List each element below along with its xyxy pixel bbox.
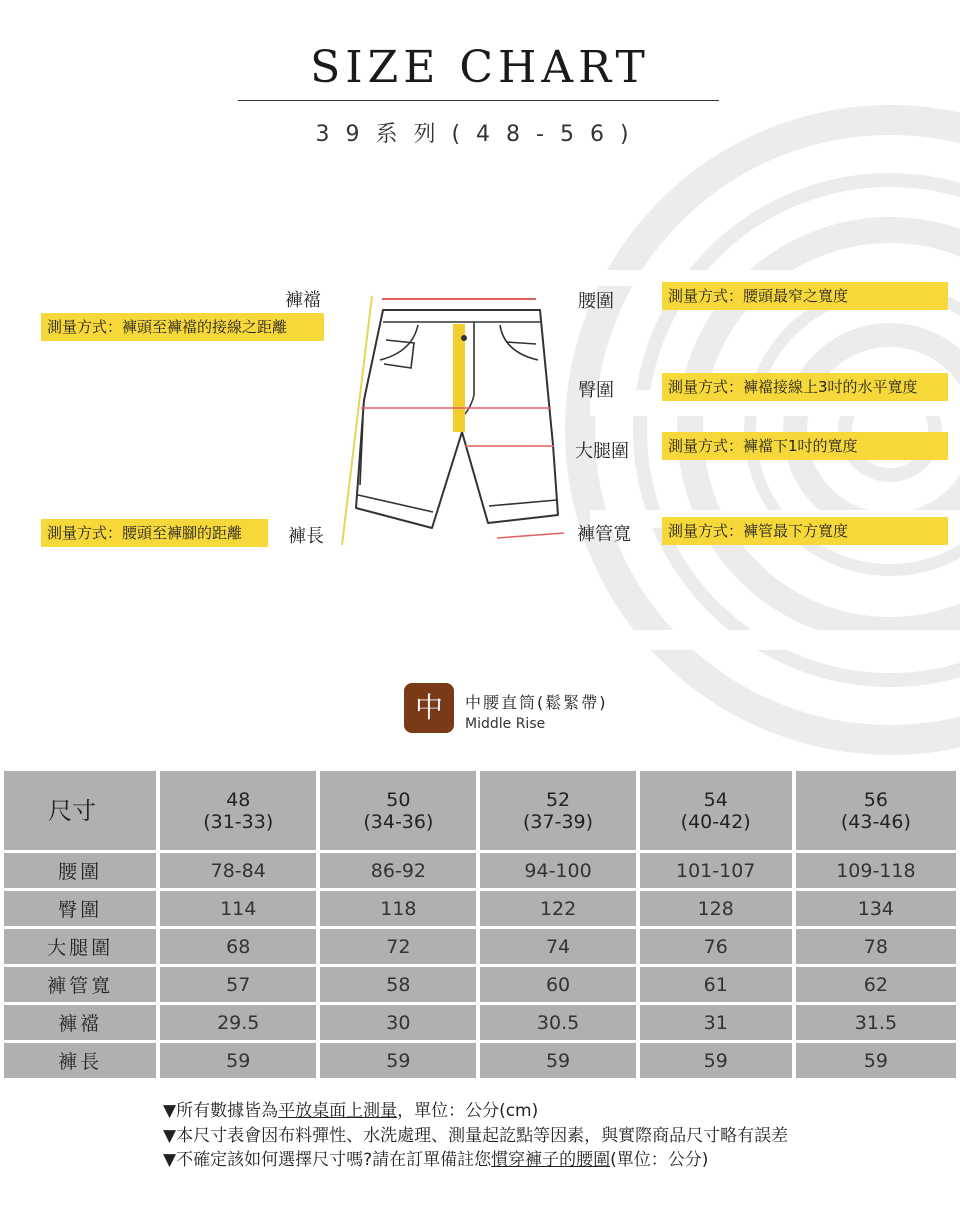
shorts-illustration	[330, 285, 570, 555]
size-range: (34-36)	[363, 810, 434, 833]
table-cell: 76	[640, 929, 792, 964]
table-cell: 68	[160, 929, 316, 964]
table-cell: 114	[160, 891, 316, 926]
table-cell: 60	[480, 967, 635, 1002]
table-cell: 30	[320, 1005, 476, 1040]
table-cell: 59	[640, 1043, 792, 1078]
size-range: (40-42)	[680, 810, 751, 833]
page-title: SIZE CHART	[310, 42, 650, 93]
table-cell: 122	[480, 891, 635, 926]
note-text: ▼不確定該如何選擇尺寸嗎?請在訂單備註您	[163, 1150, 492, 1170]
table-cell: 128	[640, 891, 792, 926]
note-emphasis: 平放桌面上測量	[278, 1101, 398, 1121]
row-label: 腰圍	[4, 853, 156, 888]
size-range: (31-33)	[203, 810, 274, 833]
table-cell: 31	[640, 1005, 792, 1040]
header-size-54	[640, 771, 792, 850]
length-method-box: 測量方式：腰頭至褲腳的距離	[41, 519, 268, 547]
table-cell: 59	[796, 1043, 956, 1078]
header-corner: 尺寸	[4, 771, 156, 850]
table-cell: 59	[480, 1043, 635, 1078]
size-number: 56	[863, 788, 888, 811]
row-label: 大腿圍	[4, 929, 156, 964]
hip-method-box: 測量方式：褲襠接線上3吋的水平寬度	[662, 373, 948, 401]
table-cell: 59	[160, 1043, 316, 1078]
table-cell: 86-92	[320, 853, 476, 888]
table-cell: 101-107	[640, 853, 792, 888]
header-size-50	[320, 771, 476, 850]
hem-method-box: 測量方式：褲管最下方寬度	[662, 517, 948, 545]
rise-name-zh: 中腰直筒(鬆緊帶)	[465, 693, 608, 712]
table-cell: 109-118	[796, 853, 956, 888]
table-cell: 72	[320, 929, 476, 964]
rise-name-en: Middle Rise	[465, 716, 546, 732]
row-label: 褲管寬	[4, 967, 156, 1002]
thigh-label: 大腿圍	[575, 441, 629, 462]
table-row-hip	[4, 891, 956, 926]
row-label: 褲長	[4, 1043, 156, 1078]
waist-label: 腰圍	[578, 291, 614, 312]
rise-badge: 中	[404, 683, 454, 733]
row-label: 褲襠	[4, 1005, 156, 1040]
size-number: 50	[386, 788, 411, 811]
hip-label: 臀圍	[578, 380, 614, 401]
crotch-method-box: 測量方式：褲頭至褲襠的接線之距離	[41, 313, 324, 341]
size-table	[0, 768, 960, 1081]
table-row-waist	[4, 853, 956, 888]
note-variance: ▼本尺寸表會因布料彈性、水洗處理、測量起訖點等因素，與實際商品尺寸略有誤差	[163, 1126, 789, 1146]
note-emphasis: 慣穿褲子的腰圍	[491, 1150, 611, 1170]
length-label: 褲長	[288, 526, 324, 547]
table-cell: 30.5	[480, 1005, 635, 1040]
table-row-crotch	[4, 1005, 956, 1040]
note-text: ，單位：公分(cm)	[397, 1101, 539, 1121]
table-cell: 61	[640, 967, 792, 1002]
note-text: ▼所有數據皆為	[163, 1101, 279, 1121]
thigh-method-box: 測量方式：褲襠下1吋的寬度	[662, 432, 948, 460]
table-cell: 94-100	[480, 853, 635, 888]
table-cell: 31.5	[796, 1005, 956, 1040]
waist-method-box: 測量方式：腰頭最窄之寬度	[662, 282, 948, 310]
table-header-row	[4, 771, 956, 850]
size-range: (37-39)	[523, 810, 594, 833]
table-cell: 78	[796, 929, 956, 964]
table-row-hem	[4, 967, 956, 1002]
hem-label: 褲管寬	[577, 524, 631, 545]
table-cell: 78-84	[160, 853, 316, 888]
table-cell: 134	[796, 891, 956, 926]
series-subtitle: 39系列(48-56)	[315, 122, 645, 147]
table-cell: 57	[160, 967, 316, 1002]
table-cell: 62	[796, 967, 956, 1002]
header-size-52	[480, 771, 635, 850]
header-size-56	[796, 771, 956, 850]
table-cell: 29.5	[160, 1005, 316, 1040]
table-cell: 58	[320, 967, 476, 1002]
size-number: 54	[703, 788, 728, 811]
size-number: 52	[545, 788, 571, 811]
row-label: 臀圍	[4, 891, 156, 926]
crotch-label: 褲襠	[285, 290, 321, 311]
note-order-remark	[163, 1145, 708, 1170]
button-icon	[461, 335, 467, 341]
ornament-watermark	[560, 90, 960, 770]
note-measurement	[163, 1096, 538, 1121]
table-row-length	[4, 1043, 956, 1078]
size-number: 48	[226, 788, 251, 811]
table-cell: 59	[320, 1043, 476, 1078]
hem-measure-line	[497, 533, 564, 538]
note-text: (單位：公分)	[610, 1150, 709, 1170]
size-range: (43-46)	[840, 810, 911, 833]
header-size-48	[160, 771, 316, 850]
table-row-thigh	[4, 929, 956, 964]
table-cell: 74	[480, 929, 635, 964]
table-cell: 118	[320, 891, 476, 926]
